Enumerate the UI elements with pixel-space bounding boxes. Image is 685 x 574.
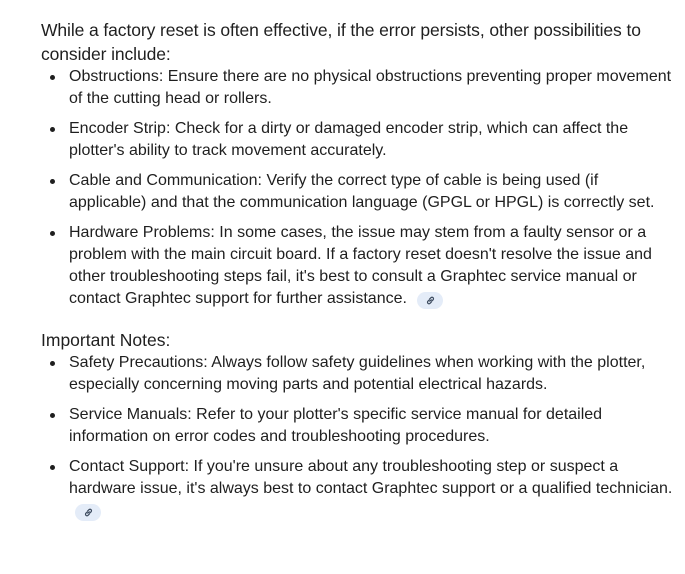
list-item [41, 222, 677, 310]
list-item-text: Cable and Communication: Verify the correct type of cable is being used (if applicable) and that the communication language (GPGL or HPGL) is correctly set. [69, 172, 655, 211]
list-item [41, 456, 677, 522]
bullet-dot [50, 465, 55, 470]
list-item [41, 352, 677, 396]
list-item [41, 404, 677, 448]
list-item-text: Hardware Problems: In some cases, the issue may stem from a faulty sensor or a problem with the main circuit board. If a factory reset doesn't resolve the issue and other troubleshooting steps fail, it's best to consult a Graphtec service manual or contact Graphtec support for further assistance. [69, 224, 652, 307]
intro-paragraph: While a factory reset is often effective, if the error persists, other possibilities to consider include: [41, 20, 641, 64]
list-item [41, 66, 677, 110]
response-content [41, 18, 677, 530]
list-item-text: Service Manuals: Refer to your plotter's specific service manual for detailed information on error codes and troubleshooting procedures. [69, 406, 603, 445]
notes-heading: Important Notes: [41, 330, 171, 350]
list-item [41, 170, 677, 214]
bullet-dot [50, 413, 55, 418]
bullet-dot [50, 231, 55, 236]
citation-link-button[interactable] [417, 292, 443, 309]
bullet-dot [50, 179, 55, 184]
notes-list [41, 352, 677, 522]
bullet-dot [50, 361, 55, 366]
citation-link-button[interactable] [75, 504, 101, 521]
possibilities-list [41, 66, 677, 310]
list-item [41, 118, 677, 162]
list-item-text: Obstructions: Ensure there are no physical obstructions preventing proper movement of the cutting head or rollers. [69, 68, 672, 107]
bullet-dot [50, 127, 55, 132]
link-icon [425, 295, 436, 306]
list-item-text: Encoder Strip: Check for a dirty or damaged encoder strip, which can affect the plotter's ability to track movement accurately. [69, 120, 629, 159]
list-item-text: Contact Support: If you're unsure about any troubleshooting step or suspect a hardware issue, it's always best to contact Graphtec support or a qualified technician. [69, 458, 673, 497]
bullet-dot [50, 75, 55, 80]
link-icon [83, 507, 94, 518]
list-item-text: Safety Precautions: Always follow safety guidelines when working with the plotter, especially concerning moving parts and potential electrical hazards. [69, 354, 646, 393]
